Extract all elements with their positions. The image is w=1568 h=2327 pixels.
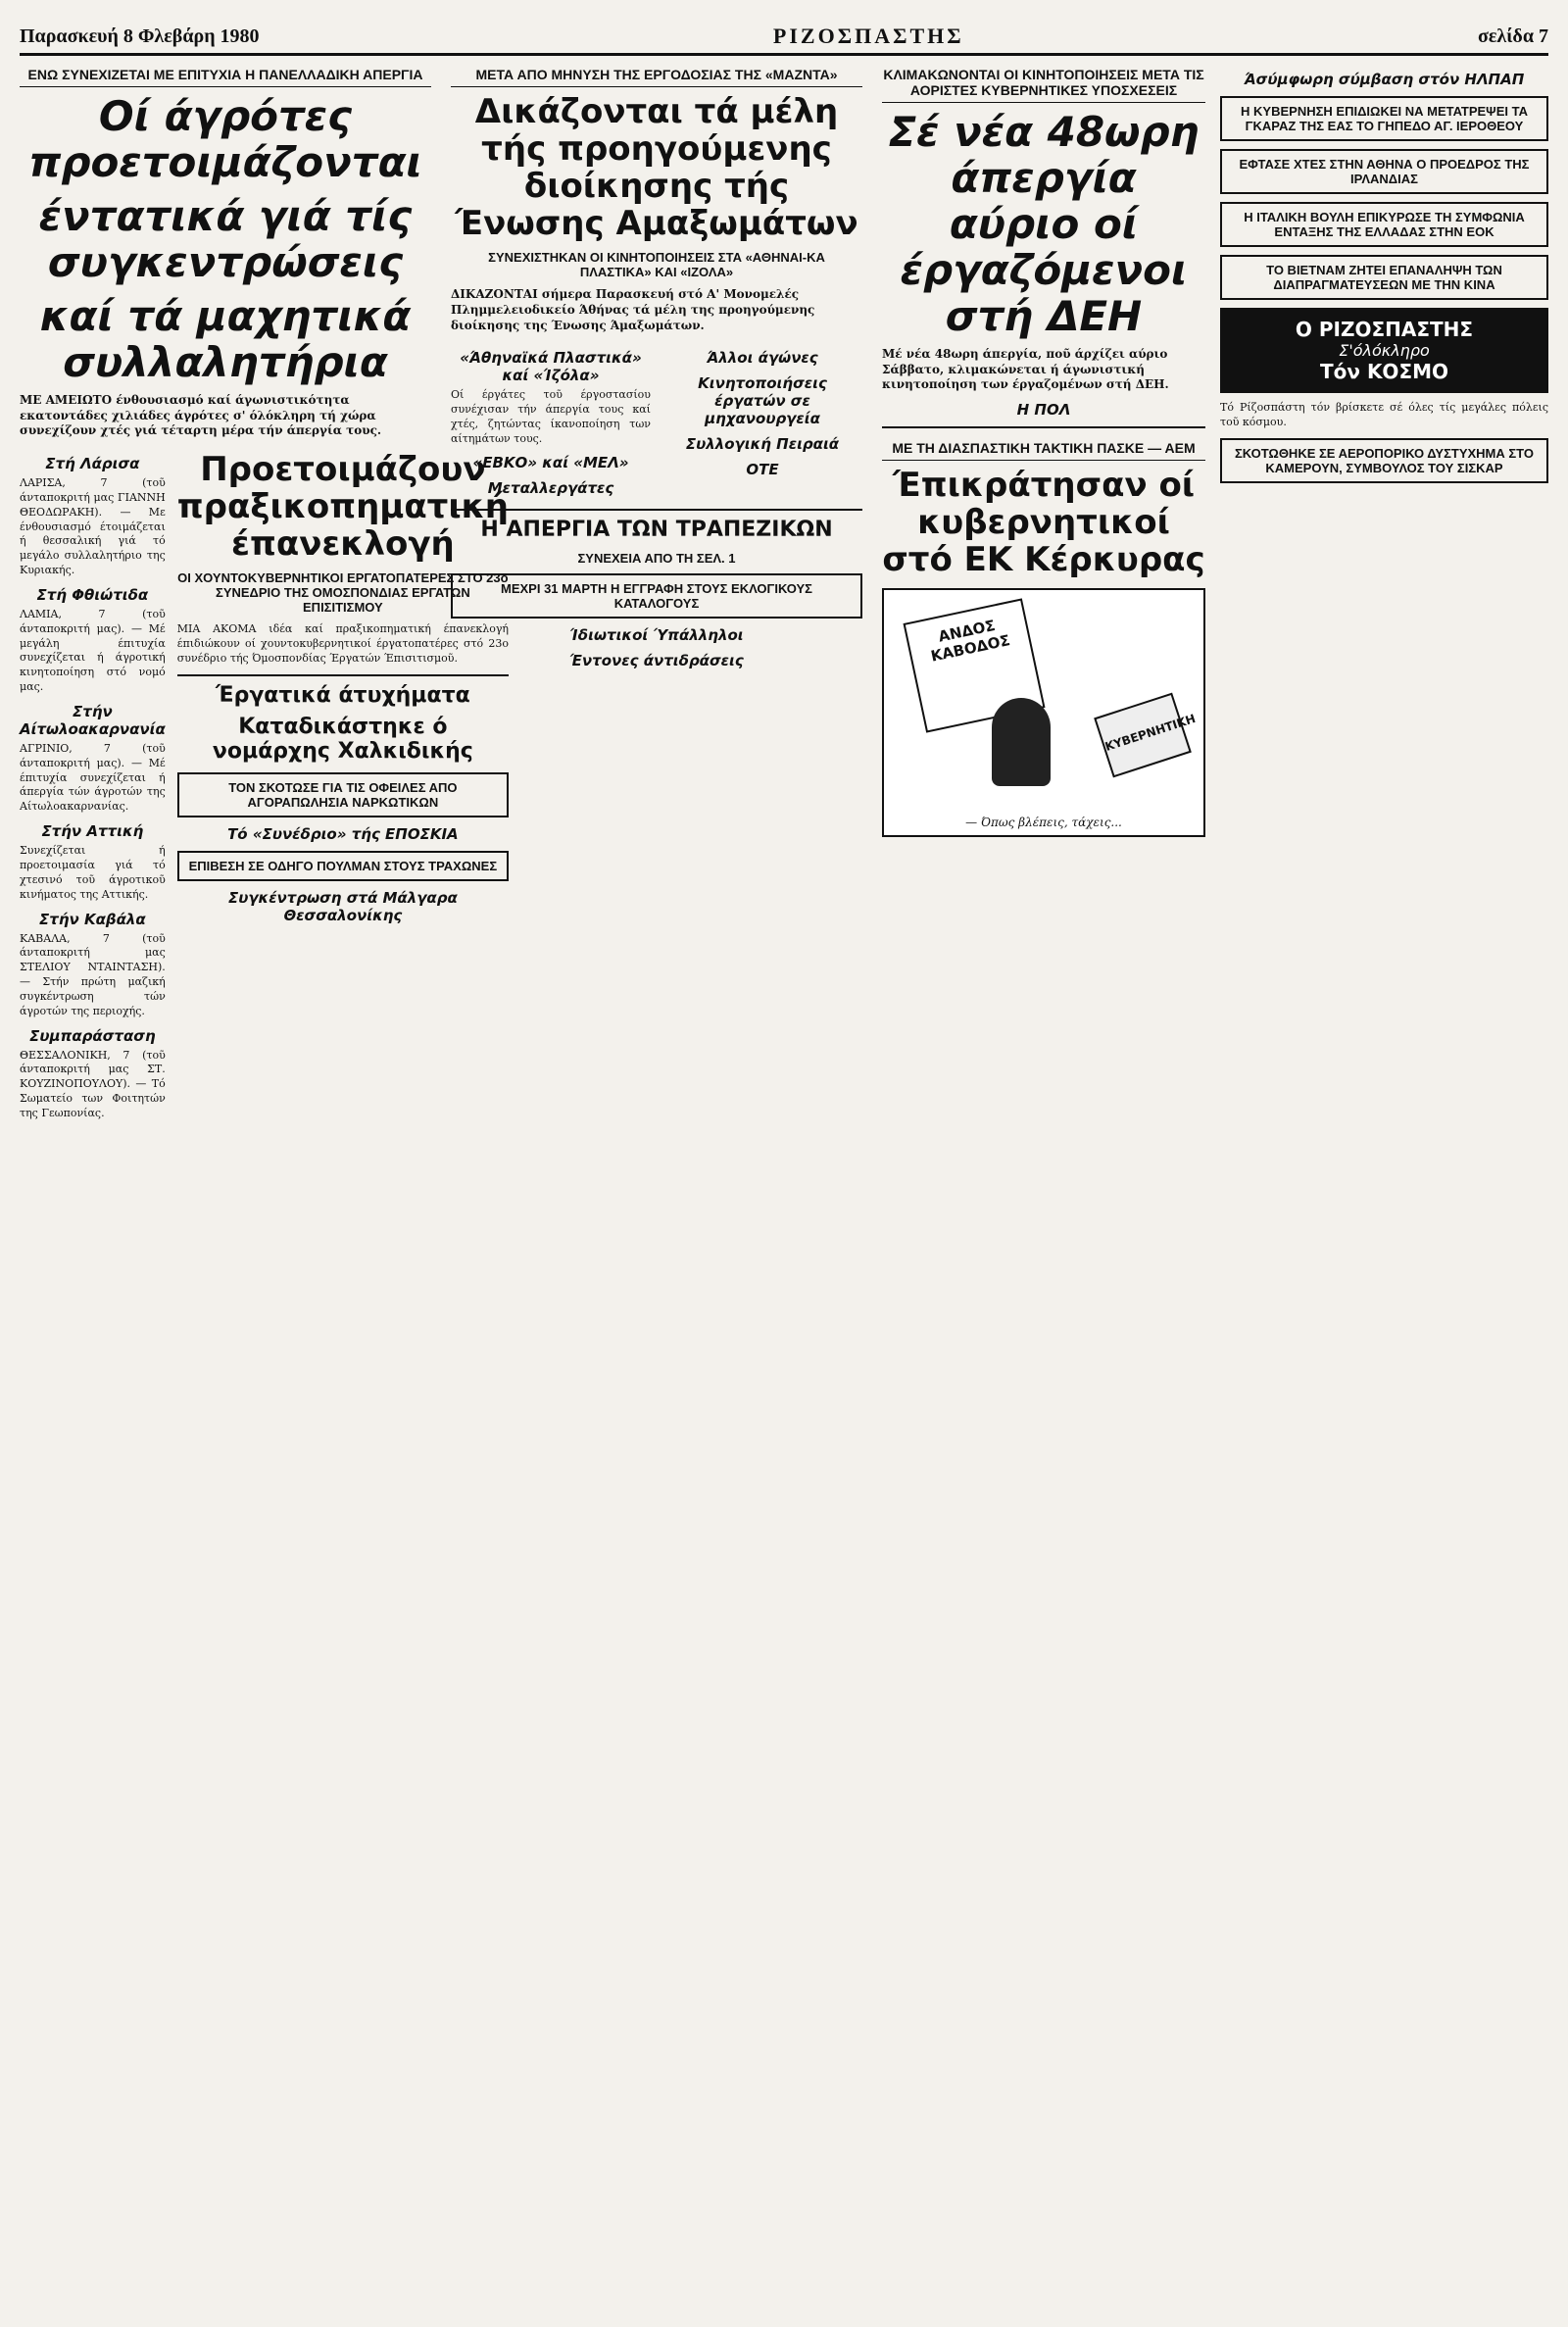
kicker: ΚΛΙΜΑΚΩΝΟΝΤΑΙ ΟΙ ΚΙΝΗΤΟΠΟΙΗΣΕΙΣ ΜΕΤΑ ΤΙΣ ΑΟΡΙΣΤΕΣ ΚΥΒΕΡΝΗΤΙΚΕΣ ΥΠΟΣΧΕΣΕΙΣ (882, 63, 1205, 103)
cartoon-caption: — Όπως βλέπεις, τάχεις... (965, 816, 1122, 830)
section-heading: Μεταλλεργάτες (487, 479, 614, 498)
boxed-headline: Η ΙΤΑΛΙΚΗ ΒΟΥΛΗ ΕΠΙΚΥΡΩΣΕ ΤΗ ΣΥΜΦΩΝΙΑ ΕΝΤΑΞΗΣ ΤΗΣ ΕΛΛΑΔΑΣ ΣΤΗΝ ΕΟΚ (1220, 202, 1548, 247)
lead-paragraph: Μέ νέα 48ωρη άπεργία, ποῦ άρχίζει αύριο Σάββατο, κλιμακώνεται ή άγωνιστική κινητοποίηση των έργαζομένων στή ΔΕΗ. (882, 347, 1169, 392)
headline: καί τά μαχητικά συλλαλητήρια (39, 292, 412, 387)
divider (177, 674, 509, 676)
headline: Καταδικάστηκε ό νομάρχης Χαλκιδικής (212, 715, 473, 764)
section-heading: «ΕΒΚΟ» καί «ΜΕΛ» (472, 454, 629, 472)
banner-headline: Η ΑΠΕΡΓΙΑ ΤΩΝ ΤΡΑΠΕΖΙΚΩΝ (480, 518, 833, 543)
headline: Προετοιμάζουν πραξικοπηματική έπανεκλογή (176, 449, 509, 565)
section-heading: Συγκέντρωση στά Μάλγαρα Θεσσαλονίκης (227, 888, 458, 924)
boxed-headline: Η ΚΥΒΕΡΝΗΣΗ ΕΠΙΔΙΩΚΕΙ ΝΑ ΜΕΤΑΤΡΕΨΕΙ ΤΑ ΓΚΑΡΑΖ ΤΗΣ ΕΑΣ ΤΟ ΓΗΠΕΔΟ ΑΓ. ΙΕΡΟΘΕΟΥ (1220, 96, 1548, 141)
section-heading: Η ΠΟΛ (1016, 400, 1071, 419)
issue-date: Παρασκευή 8 Φλεβάρη 1980 (20, 25, 260, 47)
headline: Έργατικά άτυχήματα (215, 682, 470, 708)
divider (882, 426, 1205, 428)
kicker: ΜΕΤΑ ΑΠΟ ΜΗΝΥΣΗ ΤΗΣ ΕΡΓΟΔΟΣΙΑΣ ΤΗΣ «ΜΑΖΝΤΑ» (451, 63, 862, 87)
promo-footer: Τόν ΚΟΣΜΟ (1319, 360, 1449, 383)
page-number: σελίδα 7 (1477, 25, 1548, 47)
newspaper-page (20, 20, 1548, 2288)
article-body: Οί έργάτες τοῦ έργοστασίου συνέχισαν τήν άπεργία τους καί χτές, ζητώντας ίκανοποίηση των αίτημάτων τους. (451, 388, 651, 445)
section-heading: Κινητοποιήσεις έργατών σε μηχανουργεία (698, 374, 827, 428)
ballot-box-icon: ΚΥΒΕΡΝΗΤΙΚΗ (1094, 693, 1192, 778)
kicker: ΜΕ ΤΗ ΔΙΑΣΠΑΣΤΙΚΗ ΤΑΚΤΙΚΗ ΠΑΣΚΕ — ΑΕΜ (882, 436, 1205, 461)
headline: Δικάζονται τά μέλη τής προηγούμενης διοίκησης τής Ένωσης Αμαξωμάτων (455, 92, 858, 244)
boxed-headline: ΤΟ ΒΙΕΤΝΑΜ ΖΗΤΕΙ ΕΠΑΝΑΛΗΨΗ ΤΩΝ ΔΙΑΠΡΑΓΜΑΤΕΥΣΕΩΝ ΜΕ ΤΗΝ ΚΙΝΑ (1220, 255, 1548, 300)
article-columns (451, 341, 862, 501)
section-heading: Στή Λάρισα (45, 454, 140, 472)
article-body: ΛΑΡΙΣΑ, 7 (τοῦ άνταποκριτή μας ΓΙΑΝΝΗ ΘΕΟΔΩΡΑΚΗ). — Με ένθουσιασμό έτοιμάζεται ή θεσσαλική γιά τό μεγάλο συλλαλητήριο της Κυριακής. (20, 475, 166, 577)
article-left (451, 341, 651, 501)
article-body: ΚΑΒΑΛΑ, 7 (τοῦ άνταποκριτή μας ΣΤΕΛΙΟΥ ΝΤΑΙΝΤΑΣΗ). — Στήν πρώτη μαζική συγκέντρωση τών άγροτών της περιοχής. (20, 931, 166, 1017)
headline: Σέ νέα 48ωρη άπεργία αύριο οί έργαζόμενοι στή ΔΕΗ (888, 108, 1200, 341)
paper-name: ΡΙΖΟΣΠΑΣΤΗΣ (772, 24, 964, 48)
section-heading: Άσύμφωρη σύμβαση στόν ΗΛΠΑΠ (1244, 71, 1525, 88)
article-body: ΑΓΡΙΝΙΟ, 7 (τοῦ άνταποκριτή μας). — Μέ έπιτυχία συνεχίζεται ή άπεργία τών άγροτών της Αίτωλοακαρνανίας. (20, 741, 166, 814)
headline: Οί άγρότες προετοιμάζονται (28, 92, 422, 187)
boxed-headline: ΕΠΙΒΕΣΗ ΣΕ ΟΔΗΓΟ ΠΟΥΛΜΑΝ ΣΤΟΥΣ ΤΡΑΧΩΝΕΣ (177, 851, 509, 881)
sign-icon: ΑΝΔΟΣ ΚΑΒΟΔΟΣ (904, 599, 1046, 733)
section-heading: Στήν Καβάλα (39, 910, 146, 928)
cartoon-illustration (882, 588, 1205, 837)
section-heading: Στήν Αττική (41, 822, 144, 841)
headline: έντατικά γιά τίς συγκεντρώσεις (38, 192, 413, 287)
divider (451, 509, 862, 511)
promo-box (1220, 308, 1548, 393)
promo-subtitle: Σ'όλόκληρο (1339, 341, 1430, 360)
column-3 (882, 63, 1205, 847)
lead-paragraph: ΜΕ ΑΜΕΙΩΤΟ ένθουσιασμό καί άγωνιστικότητα εκατοντάδες χιλιάδες άγρότες σ' όλόκληρη τή χώρα συνεχίζουν χτές γιά τέταρτη μέρα τήν άπεργία τους. (20, 393, 382, 438)
section-heading: Συμπαράσταση (29, 1026, 156, 1045)
article-body: ΘΕΣΣΑΛΟΝΙΚΗ, 7 (τοῦ άνταποκριτή μας ΣΤ. ΚΟΥΖΙΝΟΠΟΥΛΟΥ). — Τό Σωματείο των Φοιτητών της Γεωπονίας. (20, 1048, 166, 1119)
article-right (662, 341, 862, 501)
section-heading: «Άθηναϊκά Πλαστικά» καί «Ίζόλα» (460, 349, 642, 385)
section-heading: Ίδιωτικοί Ύπάλληλοι (569, 626, 744, 645)
section-heading: Στήν Αίτωλοακαρνανία (20, 702, 166, 738)
article-columns (20, 447, 509, 1127)
person-icon (992, 698, 1051, 786)
boxed-headline: ΣΚΟΤΩΘΗΚΕ ΣΕ ΑΕΡΟΠΟΡΙΚΟ ΔΥΣΤΥΧΗΜΑ ΣΤΟ ΚΑΜΕΡΟΥΝ, ΣΥΜΒΟΥΛΟΣ ΤΟΥ ΣΙΣΚΑΡ (1220, 438, 1548, 483)
section-heading: Στή Φθιώτιδα (36, 585, 149, 604)
banner-subheadline: ΣΥΝΕΧΕΙΑ ΑΠΟ ΤΗ ΣΕΛ. 1 (577, 551, 736, 567)
boxed-headline: ΕΦΤΑΣΕ ΧΤΕΣ ΣΤΗΝ ΑΘΗΝΑ Ο ΠΡΟΕΔΡΟΣ ΤΗΣ ΙΡΛΑΝΔΙΑΣ (1220, 149, 1548, 194)
article-body: Τό Ρίζοσπάστη τόν βρίσκετε σέ όλες τίς μεγάλες πόλεις τοῦ κόσμου. (1220, 401, 1548, 428)
lead-paragraph: ΔΙΚΑΖΟΝΤΑΙ σήμερα Παρασκευή στό Α' Μονομελές Πλημμελειοδικείο Άθήνας τά μέλη της προηγούμενης διοίκησης της Ένωσης Άμαξωμάτων. (451, 287, 815, 332)
article-body: ΛΑΜΙΑ, 7 (τοῦ άνταποκριτή μας). — Μέ μεγάλη έπιτυχία συνεχίζεται ή άγροτική κινητοποίηση στό νομό μας. (20, 607, 166, 694)
headline: Έπικράτησαν οί κυβερνητικοί στό ΕΚ Κέρκυρας (882, 465, 1205, 580)
column-2 (451, 63, 862, 673)
article-body: ΜΙΑ ΑΚΟΜΑ ιδέα καί πραξικοπηματική έπανεκλογή έπιδιώκουν οί χουντοκυβερνητικοί έργατοπατέρες στό 23ο συνέδριο τής Όμοσπονδίας Έργατών Έπισιτισμοῦ. (176, 622, 509, 665)
column-4 (1220, 63, 1548, 491)
section-heading: ΟΤΕ (746, 461, 779, 479)
subheadline: ΣΥΝΕΧΙΣΤΗΚΑΝ ΟΙ ΚΙΝΗΤΟΠΟΙΗΣΕΙΣ ΣΤΑ «ΑΘΗΝΑΙ-ΚΑ ΠΛΑΣΤΙΚΑ» ΚΑΙ «ΙΖΟΛΑ» (488, 250, 825, 280)
article-left (20, 447, 166, 1127)
section-heading: Έντονες άντιδράσεις (569, 652, 744, 670)
promo-title: Ο ΡΙΖΟΣΠΑΣΤΗΣ (1295, 318, 1474, 341)
section-heading: Συλλογική Πειραιά (685, 435, 840, 454)
boxed-headline: ΤΟΝ ΣΚΟΤΩΣΕ ΓΙΑ ΤΙΣ ΟΦΕΙΛΕΣ ΑΠΟ ΑΓΟΡΑΠΩΛΗΣΙΑ ΝΑΡΚΩΤΙΚΩΝ (177, 772, 509, 817)
section-heading: Τό «Συνέδριο» τής ΕΠΟΣΚΙΑ (227, 824, 459, 843)
boxed-headline: ΜΕΧΡΙ 31 ΜΑΡΤΗ Η ΕΓΓΡΑΦΗ ΣΤΟΥΣ ΕΚΛΟΓΙΚΟΥΣ ΚΑΤΑΛΟΓΟΥΣ (451, 573, 862, 619)
column-1 (20, 63, 509, 1127)
section-heading: Άλλοι άγώνες (707, 349, 818, 368)
subheadline: ΟΙ ΧΟΥΝΤΟΚΥΒΕΡΝΗΤΙΚΟΙ ΕΡΓΑΤΟΠΑΤΕΡΕΣ ΣΤΟ 23ο ΣΥΝΕΔΡΙΟ ΤΗΣ ΟΜΟΣΠΟΝΔΙΑΣ ΕΡΓΑΤΩΝ ΕΠΙΣΙΤΙΣΜΟΥ (177, 570, 509, 616)
masthead (20, 20, 1548, 56)
article-body: Συνεχίζεται ή προετοιμασία γιά τό χτεσινό τοῦ άγροτικοῦ κινήματος της Αττικής. (20, 844, 166, 901)
kicker: ΕΝΩ ΣΥΝΕΧΙΖΕΤΑΙ ΜΕ ΕΠΙΤΥΧΙΑ Η ΠΑΝΕΛΛΑΔΙΚΗ ΑΠΕΡΓΙΑ (20, 63, 431, 87)
